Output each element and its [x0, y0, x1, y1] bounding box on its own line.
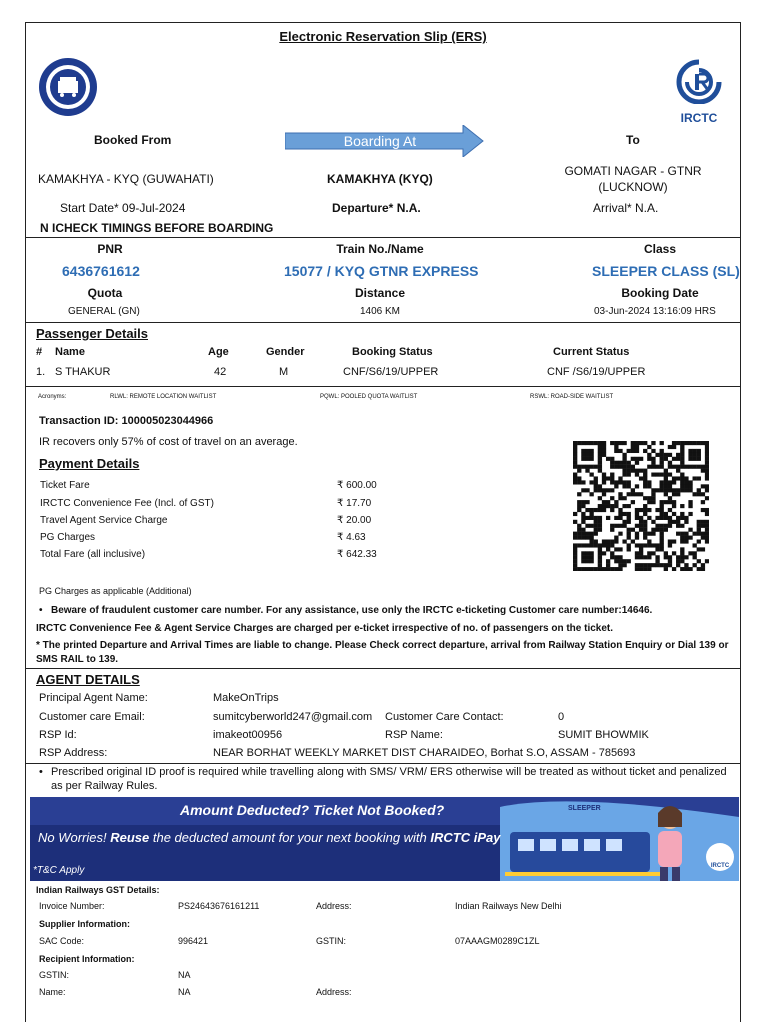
- payment-label: PG Charges: [40, 532, 96, 543]
- rsp-address-value: NEAR BORHAT WEEKLY MARKET DIST CHARAIDEO, Borhat S.O, ASSAM - 785693: [213, 747, 636, 759]
- principal-agent-label: Principal Agent Name:: [39, 692, 148, 704]
- divider: [25, 668, 741, 669]
- passenger-no: 1.: [36, 366, 46, 378]
- col-name: Name: [55, 346, 85, 358]
- rsp-name-value: SUMIT BHOWMIK: [558, 729, 649, 741]
- recipient-name-label: Name:: [39, 987, 66, 997]
- irctc-logo-text: IRCTC: [680, 111, 718, 125]
- left-border: [25, 22, 26, 1022]
- banner-line-b: Reuse: [110, 830, 150, 845]
- divider: [25, 386, 741, 387]
- gst-heading: Indian Railways GST Details:: [36, 885, 160, 895]
- booking-date-value: 03-Jun-2024 13:16:09 HRS: [594, 306, 716, 317]
- pnr-value: 6436761612: [62, 263, 140, 279]
- recipient-heading: Recipient Information:: [39, 954, 135, 964]
- banner-irctc-text: IRCTC: [710, 863, 730, 869]
- sac-value: 996421: [178, 936, 209, 946]
- col-age: Age: [208, 346, 229, 358]
- customer-care-contact-value: 0: [558, 711, 565, 723]
- ir-note: IR recovers only 57% of cost of travel on an average.: [39, 436, 298, 448]
- departure: Departure* N.A.: [332, 201, 421, 215]
- irctc-logo: [668, 58, 730, 125]
- sac-label: SAC Code:: [39, 936, 85, 946]
- payment-value: ₹ 20.00: [337, 515, 372, 526]
- start-date: Start Date* 09-Jul-2024: [60, 201, 186, 215]
- right-border: [740, 22, 741, 1022]
- class-value: SLEEPER CLASS (SL): [592, 263, 740, 279]
- top-border: [25, 22, 741, 23]
- fraud-notice: • Beware of fraudulent customer care number. For any assistance, use only the IRCTC e-ticketing Customer care number:14646.: [51, 605, 736, 616]
- recipient-name-value: NA: [178, 987, 191, 997]
- gstin-label: GSTIN:: [316, 936, 347, 946]
- distance-label: Distance: [354, 286, 406, 300]
- irctc-ipay-banner[interactable]: [30, 797, 739, 881]
- acronyms-label: Acronyms:: [38, 394, 67, 400]
- rsp-id-label: RSP Id:: [39, 729, 77, 741]
- gstin-value: 07AAAGM0289C1ZL: [455, 936, 540, 946]
- fee-notice: IRCTC Convenience Fee & Agent Service Charges are charged per e-ticket irrespective of no. of passengers on the ticket.: [36, 623, 614, 634]
- times-notice: * The printed Departure and Arrival Times are liable to change. Please Check correct departure, arrival from Railway Station Enquiry or Dial 139 or SMS RAIL to 139.: [36, 640, 729, 665]
- payment-value: ₹ 17.70: [337, 498, 372, 509]
- page-title: Electronic Reservation Slip (ERS): [279, 29, 487, 44]
- principal-agent-value: MakeOnTrips: [213, 692, 279, 704]
- passenger-name: S THAKUR: [55, 366, 111, 378]
- invoice-label: Invoice Number:: [39, 901, 105, 911]
- rsp-id-value: imakeot00956: [213, 729, 283, 741]
- passenger-current-status: CNF /S6/19/UPPER: [547, 366, 646, 378]
- col-no: #: [36, 346, 43, 358]
- arrival: Arrival* N.A.: [593, 201, 659, 215]
- qr-code: [573, 441, 709, 571]
- rsp-name-label: RSP Name:: [385, 729, 443, 741]
- address-value: Indian Railways New Delhi: [455, 901, 562, 911]
- booked-from-label: Booked From: [94, 133, 172, 147]
- booking-date-label: Booking Date: [621, 286, 699, 300]
- payment-value: ₹ 642.33: [337, 549, 377, 560]
- passenger-details-heading: Passenger Details: [36, 326, 149, 341]
- class-label: Class: [643, 242, 677, 256]
- address-label: Address:: [316, 901, 352, 911]
- invoice-value: PS24643676161211: [178, 901, 260, 911]
- payment-value: ₹ 4.63: [337, 532, 366, 543]
- transaction-id: Transaction ID: 100005023044966: [39, 415, 214, 427]
- distance-value: 1406 KM: [359, 306, 401, 317]
- recipient-gstin-value: NA: [178, 970, 191, 980]
- quota-value: GENERAL (GN): [68, 306, 140, 317]
- boarding-station: KAMAKHYA (KYQ): [327, 172, 433, 186]
- acronym-pqwl: PQWL: POOLED QUOTA WAITLIST: [320, 394, 418, 400]
- banner-line-c: the deducted amount for your next booking with: [149, 830, 431, 845]
- acronym-rswl: RSWL: ROAD-SIDE WAITLIST: [530, 394, 614, 400]
- to-station: GOMATI NAGAR - GTNR (LUCKNOW): [564, 164, 702, 194]
- banner-line-a: No Worries!: [38, 830, 111, 845]
- payment-label: Travel Agent Service Charge: [40, 515, 168, 526]
- to-label: To: [626, 133, 640, 147]
- boarding-at-label: Boarding At: [343, 133, 417, 149]
- rsp-address-label: RSP Address:: [39, 747, 108, 759]
- pnr-label: PNR: [97, 242, 123, 256]
- divider: [25, 237, 741, 238]
- banner-headline: Amount Deducted? Ticket Not Booked?: [180, 802, 445, 818]
- train-label: Train No./Name: [336, 242, 424, 256]
- col-booking-status: Booking Status: [352, 346, 433, 358]
- indian-railways-logo: [38, 57, 98, 117]
- recipient-address-label: Address:: [316, 987, 352, 997]
- payment-label: IRCTC Convenience Fee (Incl. of GST): [40, 498, 214, 509]
- recipient-gstin-label: GSTIN:: [39, 970, 70, 980]
- passenger-age: 42: [214, 366, 227, 378]
- train-value: 15077 / KYQ GTNR EXPRESS: [284, 263, 479, 279]
- customer-care-email-value: sumitcyberworld247@gmail.com: [213, 711, 373, 723]
- from-station: KAMAKHYA - KYQ (GUWAHATI): [38, 172, 214, 186]
- payment-label: Ticket Fare: [40, 480, 90, 491]
- payment-details-heading: Payment Details: [39, 456, 140, 471]
- quota-label: Quota: [87, 286, 123, 300]
- customer-care-email-label: Customer care Email:: [39, 711, 145, 723]
- customer-care-contact-label: Customer Care Contact:: [385, 711, 504, 723]
- passenger-gender: M: [279, 366, 289, 378]
- id-proof-note: • Prescribed original ID proof is required while travelling along with SMS/ VRM/ ERS otherwise will be treated as without ticket and penalized as per Railway Rules.: [51, 765, 731, 793]
- col-gender: Gender: [266, 346, 305, 358]
- banner-line-d: IRCTC iPay: [430, 830, 501, 845]
- checkin-note: N ICHECK TIMINGS BEFORE BOARDING: [40, 221, 274, 235]
- supplier-heading: Supplier Information:: [39, 919, 130, 929]
- col-current-status: Current Status: [553, 346, 630, 358]
- payment-label: Total Fare (all inclusive): [40, 549, 146, 560]
- payment-value: ₹ 600.00: [337, 480, 377, 491]
- pg-note: PG Charges as applicable (Additional): [39, 586, 192, 596]
- divider: [25, 763, 741, 764]
- banner-coach-label: SLEEPER: [568, 805, 601, 812]
- passenger-booking-status: CNF/S6/19/UPPER: [343, 366, 439, 378]
- acronym-rlwl: RLWL: REMOTE LOCATION WAITLIST: [110, 394, 217, 400]
- divider: [25, 322, 741, 323]
- banner-tc: *T&C Apply: [33, 865, 85, 876]
- agent-details-heading: AGENT DETAILS: [36, 672, 140, 687]
